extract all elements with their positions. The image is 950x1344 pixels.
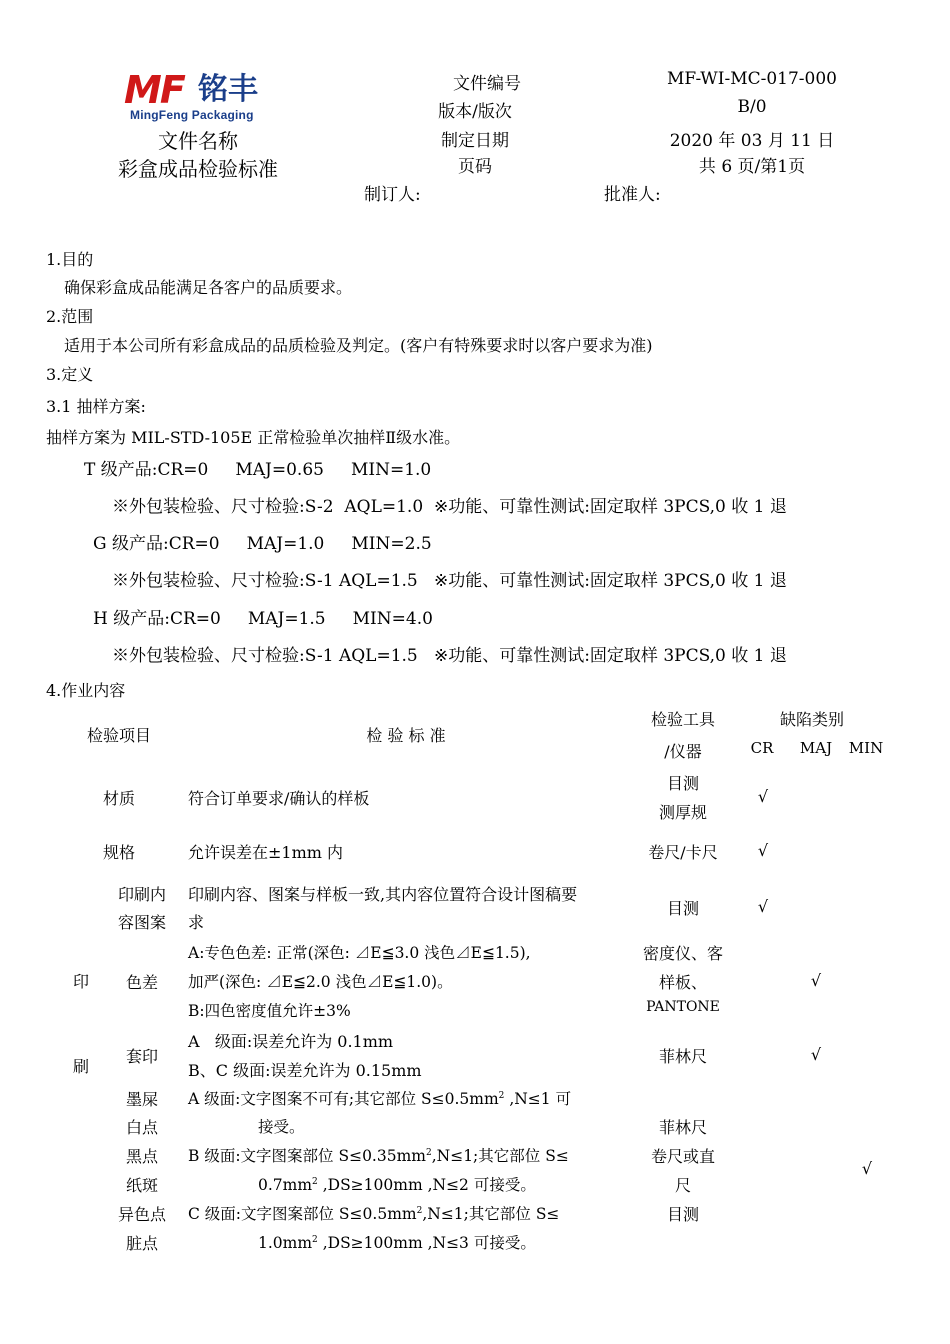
row-spots-item-1: 墨屎 xyxy=(125,1090,159,1109)
th-min: MIN xyxy=(848,739,884,757)
row-color-tool-1: 密度仪、客 xyxy=(642,944,724,963)
row-spots-min-check: √ xyxy=(861,1159,873,1178)
row-spots-std-4 xyxy=(258,1173,536,1195)
section-4-title: 4.作业内容 xyxy=(46,681,126,700)
header-label-page: 页码 xyxy=(458,157,492,177)
print-group-label-2: 刷 xyxy=(73,1057,90,1076)
header-label-version: 版本/版次 xyxy=(438,102,512,122)
h-level-line: H 级产品:CR=0 MAJ=1.5 MIN=4.0 xyxy=(93,609,433,629)
row-material-item: 材质 xyxy=(102,789,136,808)
row-spots-std-3-tail: ,N≤1;其它部位 S≤ xyxy=(431,1147,569,1165)
section-3-title: 3.定义 xyxy=(46,365,94,384)
th-tool-1: 检验工具 xyxy=(650,710,716,729)
row-spots-std-1-sup: 2 xyxy=(498,1090,505,1101)
row-spec-tool: 卷尺/卡尺 xyxy=(648,843,718,862)
row-material-tool-2: 测厚规 xyxy=(658,803,708,822)
row-spots-std-5-text: C 级面:文字图案部位 S≤0.5mm xyxy=(188,1205,417,1223)
section-3-1-title: 3.1 抽样方案: xyxy=(46,397,146,416)
file-name: 彩盒成品检验标准 xyxy=(118,157,278,181)
th-standard: 检 验 标 准 xyxy=(366,726,446,745)
row-print-content-std-2: 求 xyxy=(188,913,205,932)
row-spots-tool-1: 菲林尺 xyxy=(658,1118,708,1137)
row-spec-cr-check: √ xyxy=(757,841,769,860)
row-spots-std-3-sup: 2 xyxy=(425,1147,432,1158)
row-spots-std-5-tail: ,N≤1;其它部位 S≤ xyxy=(422,1205,560,1223)
row-spots-tool-2: 卷尺或直 xyxy=(650,1147,716,1166)
row-register-maj-check: √ xyxy=(810,1045,822,1064)
author-label: 制订人: xyxy=(364,185,421,205)
row-spots-item-5: 异色点 xyxy=(117,1205,167,1224)
th-maj: MAJ xyxy=(799,739,833,757)
row-register-item: 套印 xyxy=(125,1047,159,1066)
row-spec-std: 允许误差在±1mm 内 xyxy=(188,843,344,862)
row-spots-std-6-text: 1.0mm xyxy=(258,1234,313,1252)
section-1-text: 确保彩盒成品能满足各客户的品质要求。 xyxy=(64,278,353,297)
row-register-std-2: B、C 级面:误差允许为 0.15mm xyxy=(188,1061,422,1080)
t-level-note: ※外包装检验、尺寸检验:S-2 AQL=1.0 ※功能、可靠性测试:固定取样 3PCS,0 收 1 退 xyxy=(112,497,787,517)
row-color-tool-3: PANTONE xyxy=(646,999,720,1015)
row-color-maj-check: √ xyxy=(810,971,822,990)
section-1-title: 1.目的 xyxy=(46,250,94,269)
row-spots-std-1-tail: ,N≤1 可 xyxy=(504,1090,572,1108)
print-group-label-1: 印 xyxy=(73,972,90,991)
row-spots-std-6 xyxy=(258,1231,536,1253)
row-spots-std-3 xyxy=(188,1144,569,1166)
g-level-note: ※外包装检验、尺寸检验:S-1 AQL=1.5 ※功能、可靠性测试:固定取样 3PCS,0 收 1 退 xyxy=(112,571,787,591)
row-print-content-item-1: 印刷内 xyxy=(117,885,167,904)
th-defect: 缺陷类别 xyxy=(779,710,845,729)
row-color-std-3: B:四色密度值允许±3% xyxy=(188,1002,351,1020)
header-label-date: 制定日期 xyxy=(441,131,509,151)
g-level-line: G 级产品:CR=0 MAJ=1.0 MIN=2.5 xyxy=(93,534,432,554)
row-material-tool-1: 目测 xyxy=(666,774,700,793)
row-register-std-1: A 级面:误差允许为 0.1mm xyxy=(188,1032,394,1051)
company-logo xyxy=(124,70,274,124)
row-color-std-1: A:专色色差: 正常(深色: ⊿E≦3.0 浅色⊿E≦1.5), xyxy=(188,944,531,962)
section-3-1-text: 抽样方案为 MIL-STD-105E 正常检验单次抽样Ⅱ级水准。 xyxy=(46,428,461,447)
row-print-content-std-1: 印刷内容、图案与样板一致,其内容位置符合设计图稿要 xyxy=(188,885,578,904)
row-register-tool: 菲林尺 xyxy=(658,1047,708,1066)
file-name-label: 文件名称 xyxy=(158,129,238,153)
row-spots-std-2: 接受。 xyxy=(258,1118,305,1136)
t-level-line: T 级产品:CR=0 MAJ=0.65 MIN=1.0 xyxy=(84,460,432,480)
row-print-content-tool: 目测 xyxy=(666,899,700,918)
row-spots-item-6: 脏点 xyxy=(125,1234,159,1253)
row-spots-item-2: 白点 xyxy=(125,1118,159,1137)
row-spots-std-5-sup: 2 xyxy=(416,1205,423,1216)
header-label-doc-no: 文件编号 xyxy=(453,74,521,94)
row-spots-std-3-text: B 级面:文字图案部位 S≤0.35mm xyxy=(188,1147,426,1165)
th-cr: CR xyxy=(750,739,774,757)
row-spots-std-5 xyxy=(188,1202,559,1224)
row-material-cr-check: √ xyxy=(757,787,769,806)
header-page: 共 6 页/第1页 xyxy=(698,157,806,177)
row-spots-std-4-text: 0.7mm xyxy=(258,1176,313,1194)
th-item: 检验项目 xyxy=(86,726,152,745)
section-2-text: 适用于本公司所有彩盒成品的品质检验及判定。(客户有特殊要求时以客户要求为准) xyxy=(64,336,653,355)
h-level-note: ※外包装检验、尺寸检验:S-1 AQL=1.5 ※功能、可靠性测试:固定取样 3PCS,0 收 1 退 xyxy=(112,646,787,666)
header-version: B/0 xyxy=(737,97,767,117)
header-date: 2020 年 03 月 11 日 xyxy=(669,131,835,151)
row-spots-tool-3: 尺 xyxy=(674,1176,692,1195)
logo-english: MingFeng Packaging xyxy=(130,108,254,122)
row-material-std: 符合订单要求/确认的样板 xyxy=(188,789,370,808)
row-color-std-2: 加严(深色: ⊿E≦2.0 浅色⊿E≦1.0)。 xyxy=(188,973,453,991)
section-2-title: 2.范围 xyxy=(46,307,94,326)
row-spots-std-6-sup: 2 xyxy=(312,1234,318,1245)
row-color-tool-2: 样板、 xyxy=(658,973,708,992)
row-spec-item: 规格 xyxy=(102,843,136,862)
row-color-item: 色差 xyxy=(125,973,159,992)
logo-chinese: 铭丰 xyxy=(198,72,258,107)
row-spots-tool-4: 目测 xyxy=(666,1205,700,1224)
th-tool-2: /仪器 xyxy=(664,742,702,761)
header-doc-no: MF-WI-MC-017-000 xyxy=(667,69,837,89)
row-spots-item-4: 纸斑 xyxy=(125,1176,159,1195)
row-spots-std-1-text: A 级面:文字图案不可有;其它部位 S≤0.5mm xyxy=(188,1090,499,1108)
row-spots-std-4-tail: ,DS≥100mm ,N≤2 可接受。 xyxy=(317,1176,536,1194)
logo-mf: MF xyxy=(124,68,184,112)
row-print-content-cr-check: √ xyxy=(757,897,769,916)
row-print-content-item-2: 容图案 xyxy=(117,913,167,932)
row-spots-item-3: 黑点 xyxy=(125,1147,159,1166)
row-spots-std-6-tail: ,DS≥100mm ,N≤3 可接受。 xyxy=(317,1234,536,1252)
row-spots-std-4-sup: 2 xyxy=(312,1176,318,1187)
row-spots-std-1 xyxy=(188,1087,571,1109)
approver-label: 批准人: xyxy=(604,185,661,205)
